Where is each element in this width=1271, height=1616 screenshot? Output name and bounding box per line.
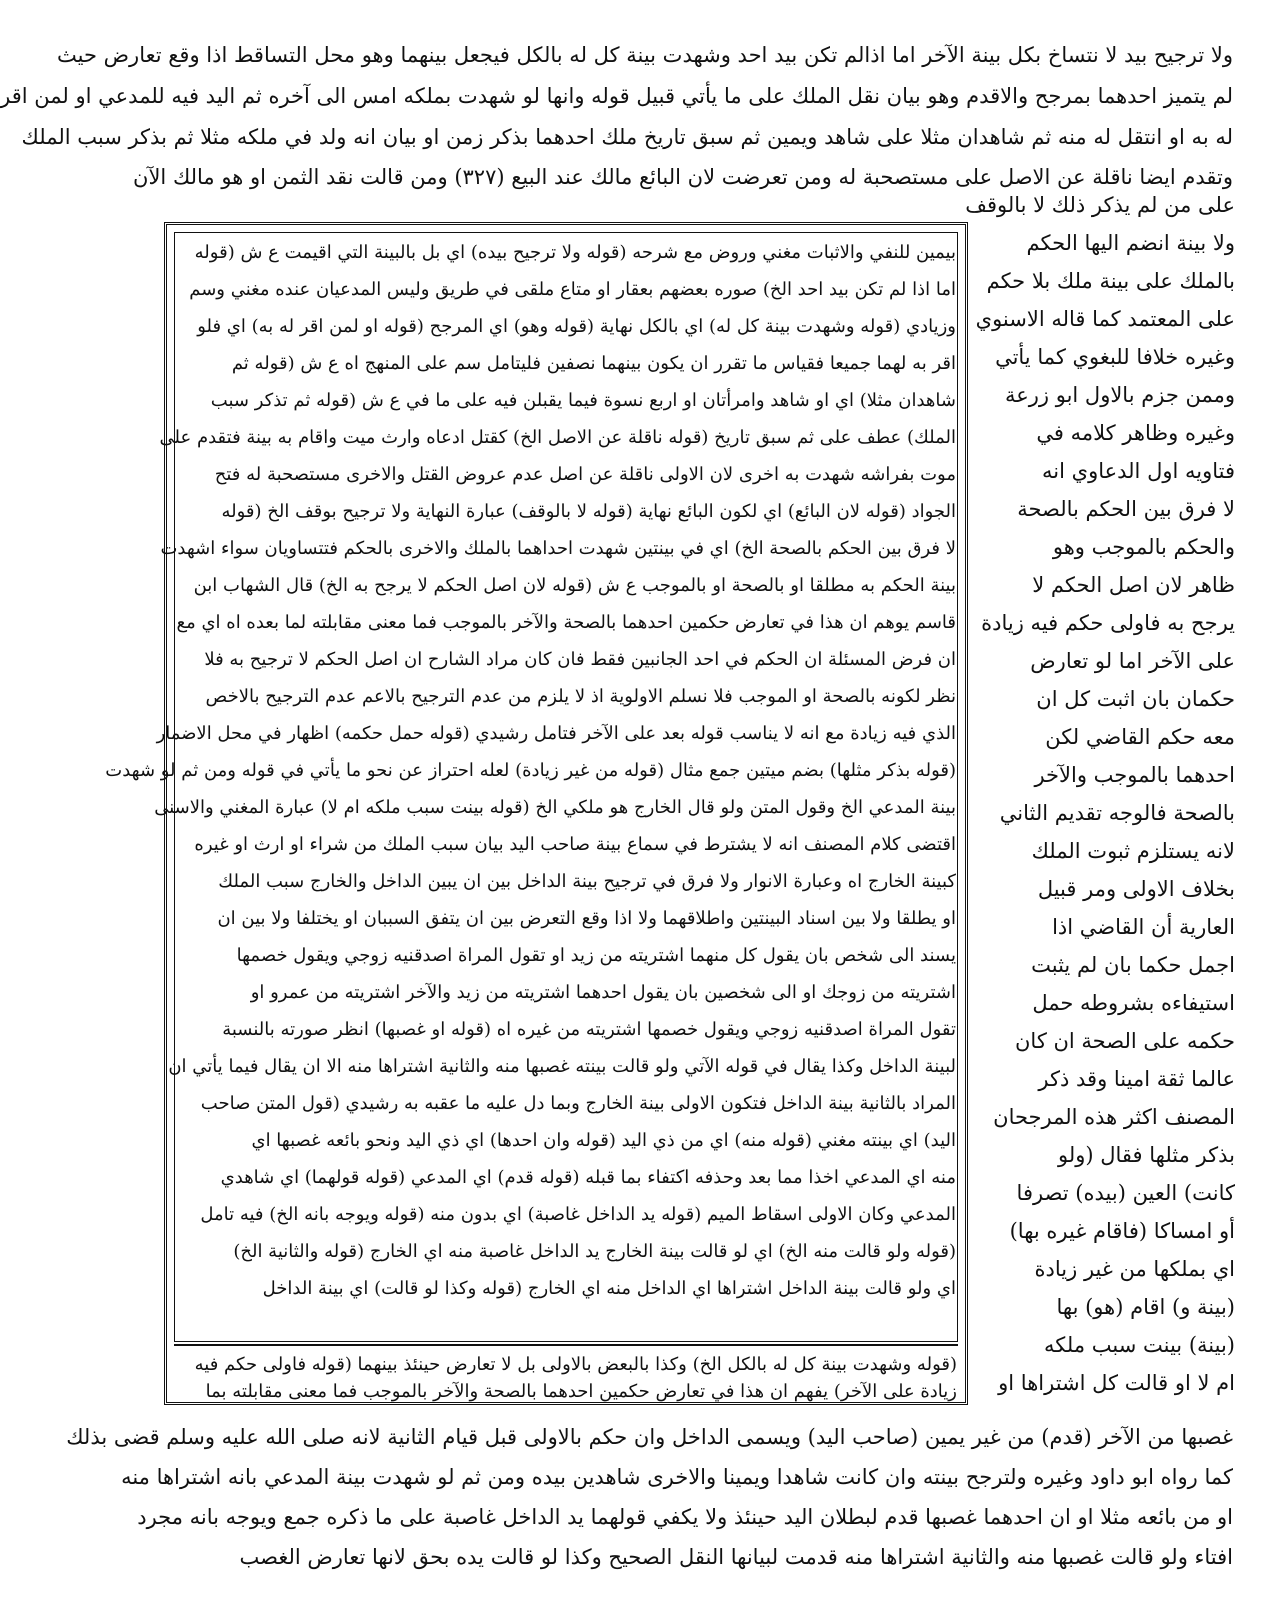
commentary-footer — [174, 1350, 958, 1404]
margin-line: لانه يستلزم ثبوت الملك — [1031, 839, 1235, 863]
margin-line: اجمل حكما بان لم يثبت — [1031, 953, 1235, 977]
margin-line: بذكر مثلها فقال (ولو — [1058, 1143, 1235, 1167]
commentary-footer-divider — [174, 1344, 958, 1346]
commentary-line: الملك) عطف على ثم سبق تاريخ (قوله ناقلة عن الاصل الخ) كقتل ادعاه وارث ميت واقام به بينة فتقدم على — [159, 427, 956, 448]
main-text-line: او من بائعه مثلا او ان احدهما غصبها قدم لبطلان اليد حينئذ ولا يكفي قولهما يد الداخل غاصبة على ما ذكره جمع ويوجه بانه مجرد — [137, 1505, 1233, 1529]
margin-line: والحكم بالموجب وهو — [1052, 535, 1235, 559]
commentary-line: وزيادي (قوله وشهدت بينة كل له) اي بالكل نهاية (قوله وهو) اي المرجح (قوله او لمن اقر له به) اي فلو — [197, 316, 956, 337]
main-text-line: له به او انتقل له منه ثم شاهدان مثلا على شاهد ويمين ثم سبق تاريخ ملك احدهما بذكر زمن او بيان انه ولد في ملكه مثلا ثم بذكر سبب الملك — [21, 125, 1233, 149]
margin-line: (بينة) بينت سبب ملكه — [1044, 1333, 1235, 1357]
margin-line: حكمه على الصحة ان كان — [1015, 1029, 1235, 1053]
margin-text-column — [965, 188, 1235, 1416]
main-text-line: ولا ترجيح بيد لا نتساخ بكل بينة الآخر اما اذالم تكن بيد احد وشهدت بينة كل له بالكل فيجعل بينهما وهو محل التساقط اذا وقع تعارض حيث — [57, 43, 1233, 67]
commentary-line: قاسم يوهم ان هذا في تعارض حكمين احدهما بالصحة والآخر بالموجب فما معنى مقابلته لما بعده اه اي مع — [176, 612, 956, 633]
margin-line: فتاويه اول الدعاوي انه — [1042, 459, 1235, 483]
commentary-line: منه اي المدعي اخذا مما بعد وحذفه اكتفاء بما قبله (قوله قدم) اي المدعي (قوله قولهما) اي شاهدي — [220, 1167, 956, 1188]
commentary-line: اشتريته من زوجك او الى شخصين بان يقول احدهما اشتريته من زيد والآخر اشتريته من عمرو او — [250, 982, 956, 1003]
margin-line: بالملك على بينة ملك بلا حكم — [986, 269, 1235, 293]
commentary-line: او يطلقا ولا بين اسناد البينتين واطلاقهما ولا اذا وقع التعرض بين ان يتفق السببان او يختلفا ولا بين ان — [217, 908, 956, 929]
margin-line: على الآخر اما لو تعارض — [1030, 649, 1235, 673]
commentary-line: بينة المدعي الخ وقول المتن ولو قال الخارج هو ملكي الخ (قوله بينت سبب ملكه ام لا) عبارة المغني والاسنى — [154, 797, 956, 818]
commentary-line: المراد بالثانية بينة الداخل فتكون الاولى بينة الخارج وبما دل عليه ما عقبه به رشيدي (قول المتن صاحب — [200, 1093, 956, 1114]
margin-line: وغيره خلافا للبغوي كما يأتي — [995, 345, 1235, 369]
main-text-line: كما رواه ابو داود وغيره ولترجح بينته وان كانت شاهدا ويمينا والاخرى شاهدين بيده ومن ثم لو شهدت بينة المدعي بانه اشتراها منه — [121, 1465, 1233, 1489]
commentary-footer-line: (قوله وشهدت بينة كل له بالكل الخ) وكذا بالبعض بالاولى بل لا تعارض حينئذ بينهما (قوله فاولى حكم فيه — [194, 1354, 957, 1375]
margin-line: بخلاف الاولى ومر قبيل — [1037, 877, 1235, 901]
commentary-line: اقر به لهما جميعا فقياس ما تقرر ان يكون بينهما نصفين فليتامل سم على المنهج اه ع ش (قوله ثم — [231, 353, 956, 374]
margin-line: المصنف اكثر هذه المرجحان — [993, 1105, 1235, 1129]
margin-line: احدهما بالموجب والآخر — [1034, 763, 1235, 787]
commentary-line: (قوله ولو قالت منه الخ) اي لو قالت بينة الخارج يد الداخل غاصبة منه اي الخارج (قوله والثانية الخ) — [233, 1241, 956, 1262]
commentary-line: موت بفراشه شهدت به اخرى لان الاولى ناقلة عن اصل عدم عروض القتل والاخرى مستصحبة له فتح — [214, 464, 956, 485]
commentary-line: بينة الحكم به مطلقا او بالصحة او بالموجب ع ش (قوله لان اصل الحكم لا يرجح به الخ) قال الشهاب ابن — [193, 575, 956, 596]
margin-line: ظاهر لان اصل الحكم لا — [1032, 573, 1235, 597]
margin-line: يرجح به فاولى حكم فيه زيادة — [981, 611, 1235, 635]
margin-line: على المعتمد كما قاله الاسنوي — [975, 307, 1235, 331]
margin-line: العارية أن القاضي اذا — [1052, 915, 1235, 939]
margin-line: وممن جزم بالاول ابو زرعة — [1004, 383, 1235, 407]
commentary-line: اليد) اي بينته مغني (قوله منه) اي من ذي اليد (قوله وان احدها) اي ذي اليد ونحو بائعه غصبها اي — [251, 1130, 956, 1151]
margin-line: وغيره وظاهر كلامه في — [1036, 421, 1235, 445]
commentary-line: لبينة الداخل وكذا يقال في قوله الآتي ولو قالت بينته غصبها منه والثانية اشتراها منه الا ان يقال فيما يأتي ان — [168, 1056, 956, 1077]
commentary-line: اي ولو قالت بينة الداخل اشتراها اي الداخل منه اي الخارج (قوله وكذا لو قالت) اي بينة الداخل — [262, 1278, 956, 1299]
commentary-line: الذي فيه زيادة مع انه لا يناسب قوله بعد على الآخر فتامل رشيدي (قوله حمل حكمه) اظهار في محل الاضمار — [156, 723, 956, 744]
commentary-line: لا فرق بين الحكم بالصحة الخ) اي في بينتين شهدت احداهما بالملك والاخرى بالحكم فتتساويان سواء اشهدت — [160, 538, 956, 559]
margin-line: بالصحة فالوجه تقديم الثاني — [999, 801, 1235, 825]
margin-line: كانت) العين (بيده) تصرفا — [1016, 1181, 1235, 1205]
margin-line: استيفاءه بشروطه حمل — [1032, 991, 1235, 1015]
main-text-line: لم يتميز احدهما بمرجح والاقدم وهو بيان نقل الملك على ما يأتي قبيل قوله وانها لو شهدت بملكه امس الى آخره ثم اليد فيه للمدعي او لمن اقر — [0, 84, 1233, 108]
commentary-box — [105, 232, 958, 1342]
commentary-line: يسند الى شخص بان يقول كل منهما اشتريته من زيد او تقول المراة اصدقنيه زوجي ويقول خصمها — [236, 945, 956, 966]
margin-line: على من لم يذكر ذلك لا بالوقف — [965, 193, 1235, 217]
commentary-line: نظر لكونه بالصحة او الموجب فلا نسلم الاولوية اذ لا يلزم من عدم الترجيح بالاعم عدم الترجيح بالاخص — [205, 686, 956, 707]
commentary-line: شاهدان مثلا) اي او شاهد وامرأتان او اربع نسوة فيما يقبلن فيه على ما في ع ش (قوله ثم تذكر سبب — [210, 390, 956, 411]
commentary-footer-line: زيادة على الآخر) يفهم ان هذا في تعارض حكمين احدهما بالصحة والآخر بالموجب فما معنى مقابلته بما — [205, 1381, 957, 1402]
margin-line: ام لا او قالت كل اشتراها او — [998, 1371, 1235, 1395]
commentary-line: المدعي وكان الاولى اسقاط الميم (قوله يد الداخل غاصبة) اي بدون منه (قوله ويوجه بانه الخ) فيه تامل — [200, 1204, 956, 1225]
commentary-line: تقول المراة اصدقنيه زوجي ويقول خصمها اشتريته من غيره اه (قوله او غصبها) انظر صورته بالنسبة — [222, 1019, 956, 1040]
margin-line: اي بملكها من غير زيادة — [1034, 1257, 1235, 1281]
commentary-line: بيمين للنفي والاثبات مغني وروض مع شرحه (قوله ولا ترجيح بيده) اي بل بالبينة التي اقيمت ع ش (قوله — [194, 242, 956, 263]
margin-line: عالما ثقة امينا وقد ذكر — [1038, 1067, 1235, 1091]
margin-line: ولا بينة انضم اليها الحكم — [1026, 231, 1235, 255]
margin-line: حكمان بان اثبت كل ان — [1036, 687, 1235, 711]
commentary-line: الجواد (قوله لان البائع) اي لكون البائع نهاية (قوله لا بالوقف) عبارة النهاية ولا ترجيح بوقف الخ (قوله — [221, 501, 956, 522]
margin-line: لا فرق بين الحكم بالصحة — [1017, 497, 1235, 521]
commentary-line: ان فرض المسئلة ان الحكم في احد الجانبين فقط فان كان مراد الشارح ان اصل الحكم لا ترجيح به فلا — [204, 649, 956, 670]
main-text-line: افتاء ولو قالت غصبها منه والثانية اشتراها منه قدمت لبيانها النقل الصحيح وكذا لو قالت يده بحق لانها تعارض الغصب — [239, 1545, 1233, 1569]
margin-line: معه حكم القاضي لكن — [1045, 725, 1235, 749]
margin-line: (بينة و) اقام (هو) بها — [1056, 1295, 1235, 1319]
main-text-line-with-page-number: وتقدم ايضا ناقلة عن الاصل على مستصحبة له ومن تعرضت لان البائع مالك عند البيع (٣٢٧) ومن قالت نقد الثمن او هو مالك الآن — [133, 165, 1233, 189]
commentary-line: اما اذا لم تكن بيد احد الخ) صوره بعضهم بعقار او متاع ملقى في طريق وليس المدعيان عنده مغني وسم — [189, 279, 956, 300]
commentary-line: اقتضى كلام المصنف انه لا يشترط في سماع بينة صاحب اليد بيان سبب الملك من شراء او ارث او غيره — [194, 834, 956, 855]
main-text-line: غصبها من الآخر (قدم) من غير يمين (صاحب اليد) ويسمى الداخل وان حكم بالاولى قبل قيام الثانية لانه صلى الله عليه وسلم قضى بذلك — [66, 1425, 1233, 1449]
margin-line: أو امساكا (فاقام غيره بها) — [1009, 1219, 1235, 1243]
commentary-line: (قوله بذكر مثلها) بضم ميتين جمع مثال (قوله من غير زيادة) لعله احتراز عن نحو ما يأتي في قوله ومن ثم لو شهدت — [105, 760, 956, 781]
commentary-line: كبينة الخارج اه وعبارة الانوار ولا فرق في ترجيح بينة الداخل بين ان يبين الداخل والخارج سبب الملك — [218, 871, 956, 892]
